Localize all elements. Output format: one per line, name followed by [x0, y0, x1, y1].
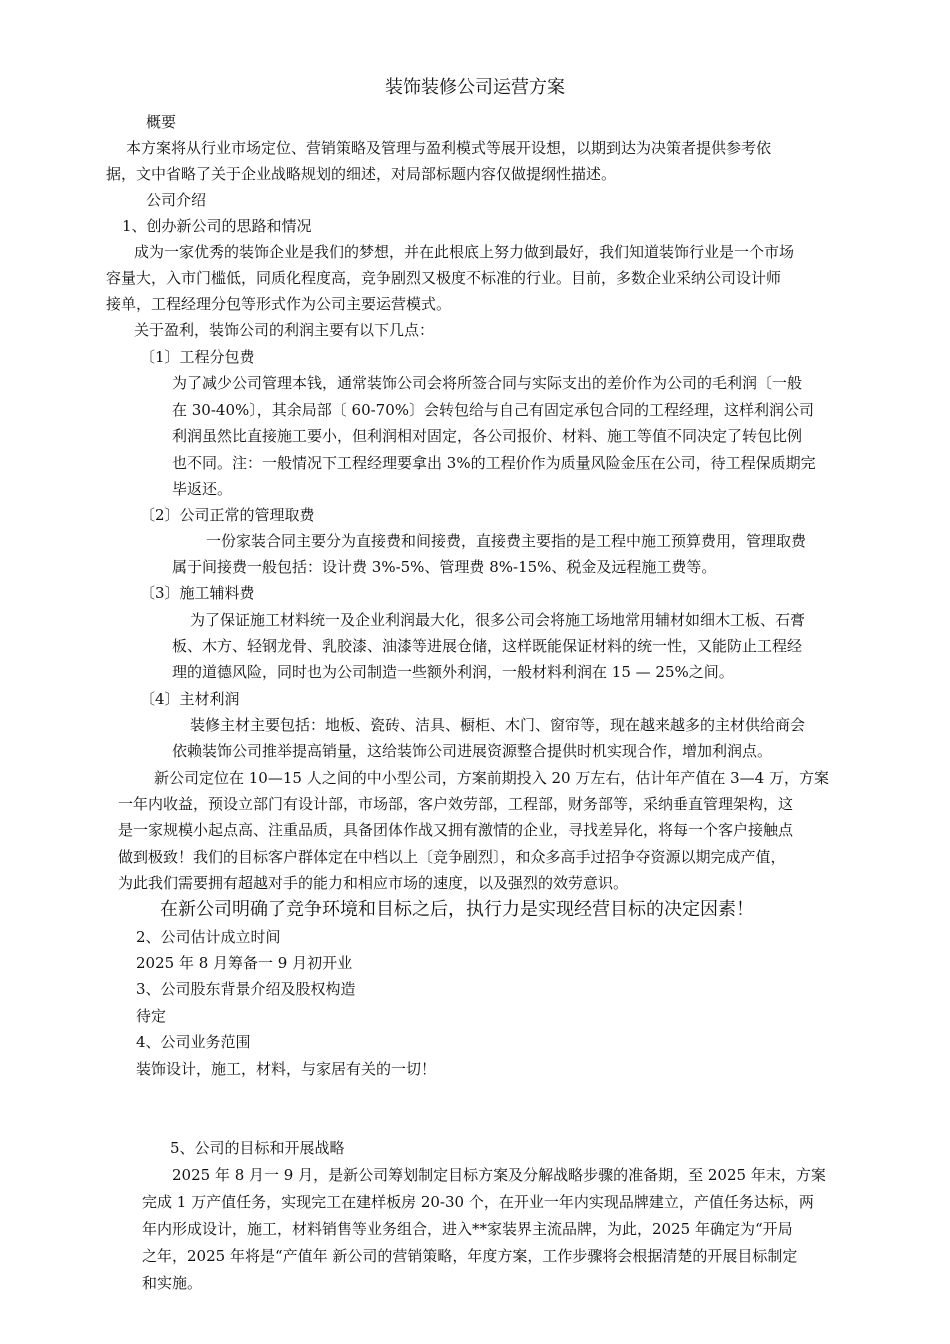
heading-company-intro: 公司介绍	[146, 191, 207, 209]
paragraph-line: 为了减少公司管理本钱，通常装饰公司会将所签合同与实际支出的差价作为公司的毛利润〔一般	[172, 374, 803, 392]
paragraph-line: 据，文中省略了关于企业战略规划的细述，对局部标题内容仅做提纲性描述。	[106, 165, 617, 183]
paragraph-line: 一年内收益，预设立部门有设计部，市场部，客户效劳部，工程部，财务部等，采纳垂直管理架构，这	[118, 795, 794, 813]
paragraph-line: 和实施。	[142, 1274, 203, 1292]
subsection-heading: 〔3〕施工辅料费	[140, 584, 255, 602]
paragraph-line: 2025 年 8 月筹备一 9 月初开业	[136, 954, 353, 972]
paragraph-line: 依赖装饰公司推举提高销量，这给装饰公司进展资源整合提供时机实现合作，增加利润点。	[172, 742, 773, 760]
paragraph-line: 利润虽然比直接施工要小，但利润相对固定，各公司报价、材料、施工等值不同决定了转包比例	[172, 427, 803, 445]
paragraph-line: 一份家装合同主要分为直接费和间接费，直接费主要指的是工程中施工预算费用，管理取费	[206, 532, 807, 550]
paragraph-line: 待定	[136, 1007, 167, 1025]
paragraph-line: 新公司定位在 10—15 人之间的中小型公司，方案前期投入 20 万左右，估计年产值在 3—4 万，方案	[154, 769, 829, 787]
paragraph-line: 装饰设计，施工，材料，与家居有关的一切！	[136, 1060, 437, 1078]
paragraph-line: 理的道德风险，同时也为公司制造一些额外利润，一般材料利润在 15 — 25%之间。	[172, 663, 734, 681]
subsection-heading: 〔2〕公司正常的管理取费	[140, 506, 315, 524]
paragraph-line: 完成 1 万产值任务，实现完工在建样板房 20-30 个，在开业一年内实现品牌建立，产值任务达标，两	[142, 1193, 814, 1211]
paragraph-line: 关于盈利，装饰公司的利润主要有以下几点：	[134, 321, 435, 339]
paragraph-line: 也不同。注：一般情况下工程经理要拿出 3%的工程价作为质量风险金压在公司，待工程保质期完	[172, 454, 816, 472]
paragraph-line: 容量大，入市门槛低，同质化程度高，竞争剧烈又极度不标准的行业。目前，多数企业采纳公司设计师	[106, 269, 782, 287]
paragraph-line: 在 30-40%〕，其余局部〔 60-70%〕会转包给与自己有固定承包合同的工程经理，这样利润公司	[172, 401, 815, 419]
section-heading: 3、公司股东背景介绍及股权构造	[136, 980, 356, 998]
section-heading: 1、创办新公司的思路和情况	[122, 217, 312, 235]
document-title: 装饰装修公司运营方案	[385, 77, 565, 98]
paragraph-line: 毕返还。	[172, 480, 233, 498]
paragraph-line: 年内形成设计，施工，材料销售等业务组合，进入**家装界主流品牌，为此，2025 年确定为“开局	[142, 1220, 793, 1238]
paragraph-line: 板、木方、轻钢龙骨、乳胶漆、油漆等进展仓储，这样既能保证材料的统一性，又能防止工程经	[172, 637, 803, 655]
paragraph-line: 是一家规模小起点高、注重品质，具备团体作战又拥有激情的企业，寻找差异化，将每一个客户接触点	[118, 821, 794, 839]
paragraph-line: 本方案将从行业市场定位、营销策略及管理与盈利模式等展开设想，以期到达为决策者提供参考依	[126, 139, 772, 157]
section-heading: 2、公司估计成立时间	[136, 928, 281, 946]
paragraph-line: 为此我们需要拥有超越对手的能力和相应市场的速度，以及强烈的效劳意识。	[118, 874, 629, 892]
paragraph-line: 之年，2025 年将是“产值年 新公司的营销策略，年度方案，工作步骤将会根据清楚的开展目标制定	[142, 1247, 798, 1265]
paragraph-line: 为了保证施工材料统一及企业利润最大化，很多公司会将施工场地常用辅材如细木工板、石膏	[190, 611, 806, 629]
heading-summary: 概要	[146, 113, 177, 131]
paragraph-line: 接单，工程经理分包等形式作为公司主要运营模式。	[106, 295, 452, 313]
emphasis-line: 在新公司明确了竞争环境和目标之后，执行力是实现经营目标的决定因素！	[160, 899, 754, 920]
subsection-heading: 〔1〕工程分包费	[140, 348, 255, 366]
section-heading: 5、公司的目标和开展战略	[170, 1139, 345, 1157]
paragraph-line: 装修主材主要包括：地板、瓷砖、洁具、橱柜、木门、窗帘等，现在越来越多的主材供给商会	[190, 716, 806, 734]
paragraph-line: 做到极致！我们的目标客户群体定在中档以上〔竞争剧烈〕，和众多高手过招争夺资源以期完成产值，	[118, 848, 786, 866]
paragraph-line: 属于间接费一般包括：设计费 3%-5%、管理费 8%-15%、税金及远程施工费等。	[172, 558, 717, 576]
subsection-heading: 〔4〕主材利润	[140, 690, 240, 708]
paragraph-line: 2025 年 8 月一 9 月，是新公司筹划制定目标方案及分解战略步骤的准备期，至 2025 年末，方案	[172, 1166, 826, 1184]
section-heading: 4、公司业务范围	[136, 1033, 251, 1051]
paragraph-line: 成为一家优秀的装饰企业是我们的梦想，并在此根底上努力做到最好，我们知道装饰行业是一个市场	[134, 243, 795, 261]
